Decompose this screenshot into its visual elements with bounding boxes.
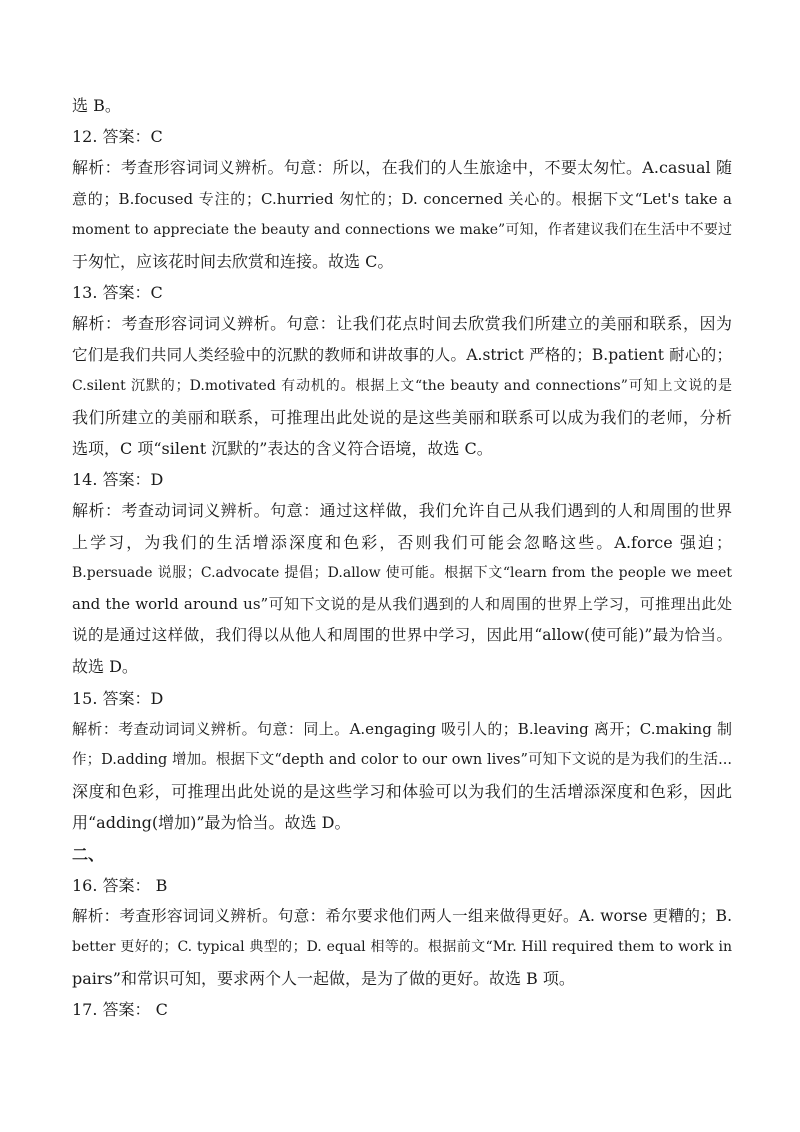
explanation-13-line-5: 选项，C 项“silent 沉默的”表达的含义符合语境，故选 C。 xyxy=(72,439,493,459)
section-heading-two: 二、 xyxy=(72,844,105,864)
explanation-13-line-4: 我们所建立的美丽和联系，可推理出此处说的是这些美丽和联系可以成为我们的老师，分析 xyxy=(72,407,732,427)
explanation-12-line-2: 意的；B.focused 专注的；C.hurried 匆忙的；D. concerned 关心的。根据下文“Let's take a xyxy=(72,189,732,208)
explanation-13-line-2: 它们是我们共同人类经验中的沉默的教师和讲故事的人。A.strict 严格的；B.patient 耐心的； xyxy=(72,345,732,364)
explanation-14-line-4: and the world around us”可知下文说的是从我们遇到的人和周围的世界上学习，可推理出此处 xyxy=(72,595,732,613)
text-line-continuation: 选 B。 xyxy=(72,96,121,115)
explanation-14-line-6: 故选 D。 xyxy=(72,657,138,677)
explanation-13-line-3: C.silent 沉默的；D.motivated 有动机的。根据上文“the beauty and connections”可知上文说的是 xyxy=(72,377,732,394)
explanation-16-line-2: better 更好的；C. typical 典型的；D. equal 相等的。根据前文“Mr. Hill required them to work in xyxy=(72,939,732,956)
answer-13: 13. 答案：C xyxy=(72,283,163,303)
explanation-16-line-1: 解析：考查形容词词义辨析。句意：希尔要求他们两人一组来做得更好。A. worse 更糟的；B. xyxy=(72,906,732,925)
explanation-15-line-4: 用“adding(增加)”最为恰当。故选 D。 xyxy=(72,813,351,833)
explanation-15-line-2: 作；D.adding 增加。根据下文“depth and color to our own lives”可知下文说的是为我们的生活... xyxy=(72,751,732,768)
explanation-15-line-3: 深度和色彩，可推理出此处说的是这些学习和体验可以为我们的生活增添深度和色彩，因此 xyxy=(72,782,732,802)
answer-16: 16. 答案： B xyxy=(72,875,168,895)
explanation-13-line-1: 解析：考查形容词词义辨析。句意：让我们花点时间去欣赏我们所建立的美丽和联系，因为 xyxy=(72,314,732,334)
explanation-12-line-3: moment to appreciate the beauty and connections we make”可知，作者建议我们在生活中不要过 xyxy=(72,221,732,238)
answer-15: 15. 答案：D xyxy=(72,688,164,708)
explanation-16-line-3: pairs”和常识可知，要求两个人一起做，是为了做的更好。故选 B 项。 xyxy=(72,969,575,989)
explanation-14-line-3: B.persuade 说服；C.advocate 提倡；D.allow 使可能。根据下文“learn from the people we meet xyxy=(72,564,732,581)
explanation-14-line-5: 说的是通过这样做，我们得以从他人和周围的世界中学习，因此用“allow(使可能)”最为恰当。 xyxy=(72,626,732,645)
explanation-12-line-4: 于匆忙，应该花时间去欣赏和连接。故选 C。 xyxy=(72,251,394,271)
explanation-14-line-1: 解析：考查动词词义辨析。句意：通过这样做，我们允许自己从我们遇到的人和周围的世界 xyxy=(72,501,732,521)
answer-12: 12. 答案：C xyxy=(72,127,163,147)
explanation-15-line-1: 解析：考查动词词义辨析。句意：同上。A.engaging 吸引人的；B.leaving 离开；C.making 制 xyxy=(72,719,732,738)
answer-17: 17. 答案： C xyxy=(72,1000,168,1020)
explanation-12-line-1: 解析：考查形容词词义辨析。句意：所以，在我们的人生旅途中，不要太匆忙。A.casual 随 xyxy=(72,158,732,178)
document-page xyxy=(72,90,732,1026)
explanation-14-line-2: 上学习，为我们的生活增添深度和色彩，否则我们可能会忽略这些。A.force 强迫； xyxy=(72,532,732,552)
answer-14: 14. 答案：D xyxy=(72,470,164,490)
